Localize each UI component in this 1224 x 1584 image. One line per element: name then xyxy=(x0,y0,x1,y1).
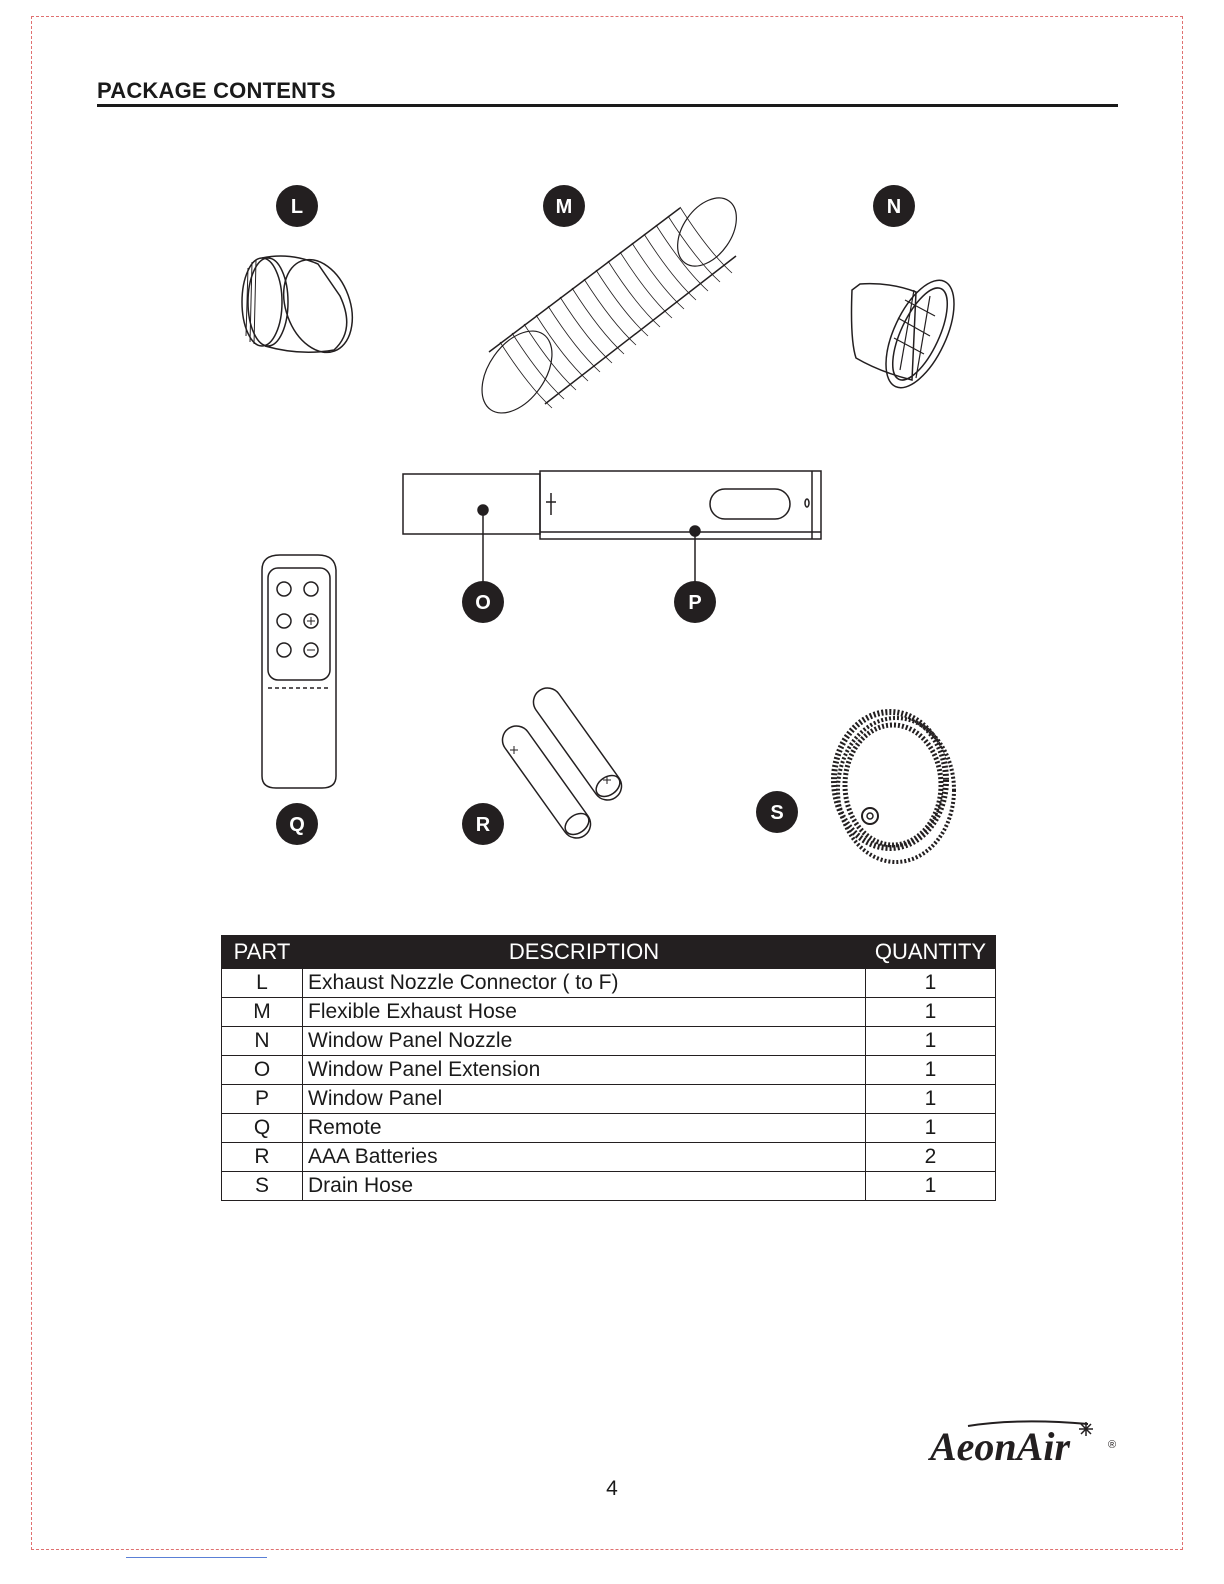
table-row xyxy=(222,1056,996,1085)
quantity-cell: 1 xyxy=(866,1085,996,1114)
quantity-cell: 1 xyxy=(866,1027,996,1056)
description-cell: Window Panel xyxy=(303,1085,866,1114)
quantity-cell: 1 xyxy=(866,969,996,998)
description-cell: AAA Batteries xyxy=(303,1143,866,1172)
part-cell: R xyxy=(222,1143,303,1172)
remote-illustration xyxy=(262,555,336,788)
section-title: PACKAGE CONTENTS xyxy=(97,78,336,103)
parts-table xyxy=(221,935,996,1201)
brand-logo xyxy=(928,1416,1124,1468)
table-row xyxy=(222,998,996,1027)
svg-text:S: S xyxy=(770,802,784,824)
callout-badge-r xyxy=(462,803,504,845)
part-cell: O xyxy=(222,1056,303,1085)
registered-mark: ® xyxy=(1108,1439,1117,1451)
bottom-mark xyxy=(126,1557,267,1558)
part-cell: L xyxy=(222,969,303,998)
table-row xyxy=(222,1143,996,1172)
header-part: PART xyxy=(222,936,303,969)
window-panel-nozzle-illustration xyxy=(852,270,969,397)
brand-logo-text: AeonAir xyxy=(930,1424,1071,1468)
table-row xyxy=(222,969,996,998)
callout-badge-p xyxy=(674,581,716,623)
description-cell: Drain Hose xyxy=(303,1172,866,1201)
svg-text:L: L xyxy=(290,196,304,218)
callout-badge-s xyxy=(756,791,798,833)
svg-text:N: N xyxy=(886,196,902,218)
quantity-cell: 1 xyxy=(866,1056,996,1085)
callout-badge-n xyxy=(873,185,915,227)
part-cell: M xyxy=(222,998,303,1027)
table-row xyxy=(222,1085,996,1114)
description-cell: Exhaust Nozzle Connector ( to F) xyxy=(303,969,866,998)
description-cell: Window Panel Extension xyxy=(303,1056,866,1085)
snowflake-icon xyxy=(1079,1422,1093,1436)
flexible-hose-illustration xyxy=(468,187,749,426)
callout-badge-m xyxy=(543,185,585,227)
table-row xyxy=(222,1027,996,1056)
description-cell: Window Panel Nozzle xyxy=(303,1027,866,1056)
quantity-cell: 2 xyxy=(866,1143,996,1172)
svg-text:O: O xyxy=(475,592,491,614)
callout-badge-l xyxy=(276,185,318,227)
svg-text:P: P xyxy=(688,592,702,614)
drain-hose-illustration xyxy=(834,712,954,862)
exhaust-nozzle-connector-illustration xyxy=(242,250,364,362)
page-number: 4 xyxy=(606,1477,618,1500)
window-panel-illustration xyxy=(403,471,821,582)
table-header-row xyxy=(222,936,996,969)
table-row xyxy=(222,1114,996,1143)
quantity-cell: 1 xyxy=(866,998,996,1027)
part-cell: Q xyxy=(222,1114,303,1143)
batteries-illustration xyxy=(503,688,624,839)
svg-text:R: R xyxy=(475,814,491,836)
header-description: DESCRIPTION xyxy=(303,936,866,969)
svg-text:Q: Q xyxy=(289,814,305,836)
callout-badge-o xyxy=(462,581,504,623)
part-cell: P xyxy=(222,1085,303,1114)
description-cell: Flexible Exhaust Hose xyxy=(303,998,866,1027)
table-row xyxy=(222,1172,996,1201)
callout-badge-q xyxy=(276,803,318,845)
quantity-cell: 1 xyxy=(866,1114,996,1143)
part-cell: S xyxy=(222,1172,303,1201)
part-cell: N xyxy=(222,1027,303,1056)
svg-text:M: M xyxy=(555,196,573,218)
quantity-cell: 1 xyxy=(866,1172,996,1201)
header-quantity: QUANTITY xyxy=(866,936,996,969)
description-cell: Remote xyxy=(303,1114,866,1143)
